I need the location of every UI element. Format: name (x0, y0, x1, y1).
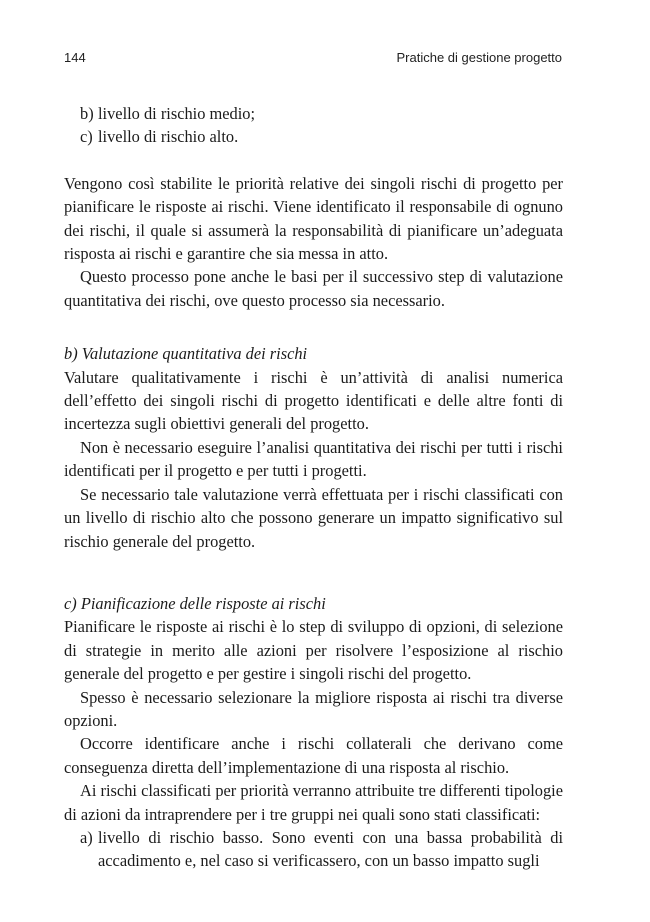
section-c-paragraph-1: Pianificare le risposte ai rischi è lo step di sviluppo di opzioni, di selezione di strategie in merito alle azioni per risolvere l’esposizione al rischio generale del progetto e per gestire i singoli rischi del progetto. (64, 617, 563, 684)
section-b-paragraph-2: Non è necessario eseguire l’analisi quantitativa dei rischi per tutti i rischi identificati per il progetto e per tutti i progetti. (64, 437, 563, 481)
list-item-text: livello di rischio basso. Sono eventi con una bassa probabilità di accadimento e, nel caso si verificassero, con un basso impatto sugli (98, 827, 563, 871)
list-item (64, 125, 563, 148)
section-c-paragraph-4: Ai rischi classificati per priorità verranno attribuite tre differenti tipologie di azioni da intraprendere per i tre gruppi nei quali sono stati classificati: (64, 781, 563, 824)
section-b-heading: b) Valutazione quantitativa dei rischi (64, 344, 308, 364)
list-item-text: livello di rischio medio; (98, 104, 256, 123)
section-b-paragraph-3: Se necessario tale valutazione verrà effettuata per i rischi classificati con un livello di rischio alto che possono generare un impatto significativo sul rischio generale del progetto. (64, 484, 563, 551)
list-marker: a) (80, 827, 93, 847)
page-number: 144 (64, 50, 86, 65)
section-c-heading: c) Pianificazione delle risposte ai rischi (64, 593, 326, 613)
running-header (64, 50, 562, 70)
section-c-paragraph-3: Occorre identificare anche i rischi collaterali che derivano come conseguenza diretta dell’implementazione di una risposta al rischio. (64, 734, 563, 777)
intro-paragraph-2: Questo processo pone anche le basi per il successivo step di valutazione quantitativa dei rischi, ove questo processo sia necessario. (64, 267, 563, 310)
list-item (64, 826, 563, 873)
list-marker: b) (80, 104, 94, 123)
intro-paragraph-1: Vengono così stabilite le priorità relative dei singoli rischi di progetto per pianificare le risposte ai rischi. Viene identificato il responsabile di ognuno dei rischi, il quale si assumerà la responsabilità di pianificare un’adeguata risposta ai rischi e garantire che sia messa in atto. (64, 173, 563, 264)
list-item-text: livello di rischio alto. (98, 127, 239, 147)
running-title: Pratiche di gestione progetto (396, 50, 562, 65)
section-b-paragraph-1: Valutare qualitativamente i rischi è un’attività di analisi numerica dell’effetto dei singoli rischi di progetto identificati e delle altre fonti di incertezza sugli obiettivi generali del progetto. (64, 367, 563, 434)
list-item (64, 102, 563, 125)
body-text (64, 102, 563, 873)
section-c-paragraph-2: Spesso è necessario selezionare la migliore risposta ai rischi tra diverse opzioni. (64, 687, 563, 730)
list-marker: c) (80, 127, 93, 147)
